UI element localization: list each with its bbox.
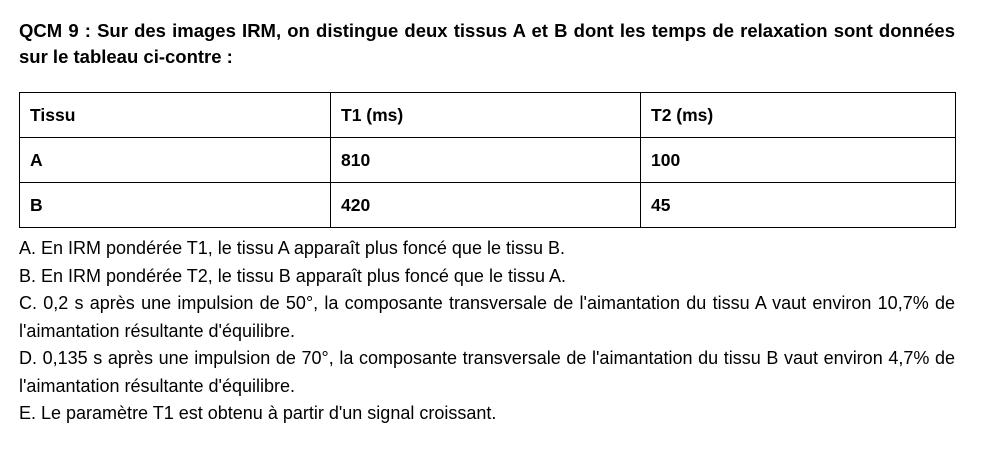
answer-list	[19, 235, 955, 428]
relaxation-table	[19, 92, 956, 228]
answer-a: A. En IRM pondérée T1, le tissu A apparaît plus foncé que le tissu B.	[19, 238, 565, 258]
answer-c: C. 0,2 s après une impulsion de 50°, la composante transversale de l'aimantation du tissu A vaut environ 10,7% de l'aimantation résultante d'équilibre.	[19, 293, 955, 341]
question-title: QCM 9 : Sur des images IRM, on distingue deux tissus A et B dont les temps de relaxation sont données sur le tableau ci-contre :	[19, 20, 955, 67]
cell-tissu-a: A	[20, 138, 331, 183]
answer-b: B. En IRM pondérée T2, le tissu B apparaît plus foncé que le tissu A.	[19, 265, 566, 286]
cell-tissu-b: B	[20, 183, 331, 228]
header-tissu: Tissu	[20, 93, 331, 138]
cell-t2-a: 100	[641, 138, 956, 183]
answer-e: E. Le paramètre T1 est obtenu à partir d'un signal croissant.	[19, 403, 497, 423]
header-t2: T2 (ms)	[641, 93, 956, 138]
header-t1: T1 (ms)	[331, 93, 641, 138]
answer-d: D. 0,135 s après une impulsion de 70°, la composante transversale de l'aimantation du tissu B vaut environ 4,7% de l'aimantation résultante d'équilibre.	[19, 348, 955, 396]
table-row	[20, 138, 956, 183]
table-header-row	[20, 93, 956, 138]
document-page	[19, 18, 955, 428]
cell-t1-a: 810	[331, 138, 641, 183]
cell-t1-b: 420	[331, 183, 641, 228]
table-row	[20, 183, 956, 228]
cell-t2-b: 45	[641, 183, 956, 228]
